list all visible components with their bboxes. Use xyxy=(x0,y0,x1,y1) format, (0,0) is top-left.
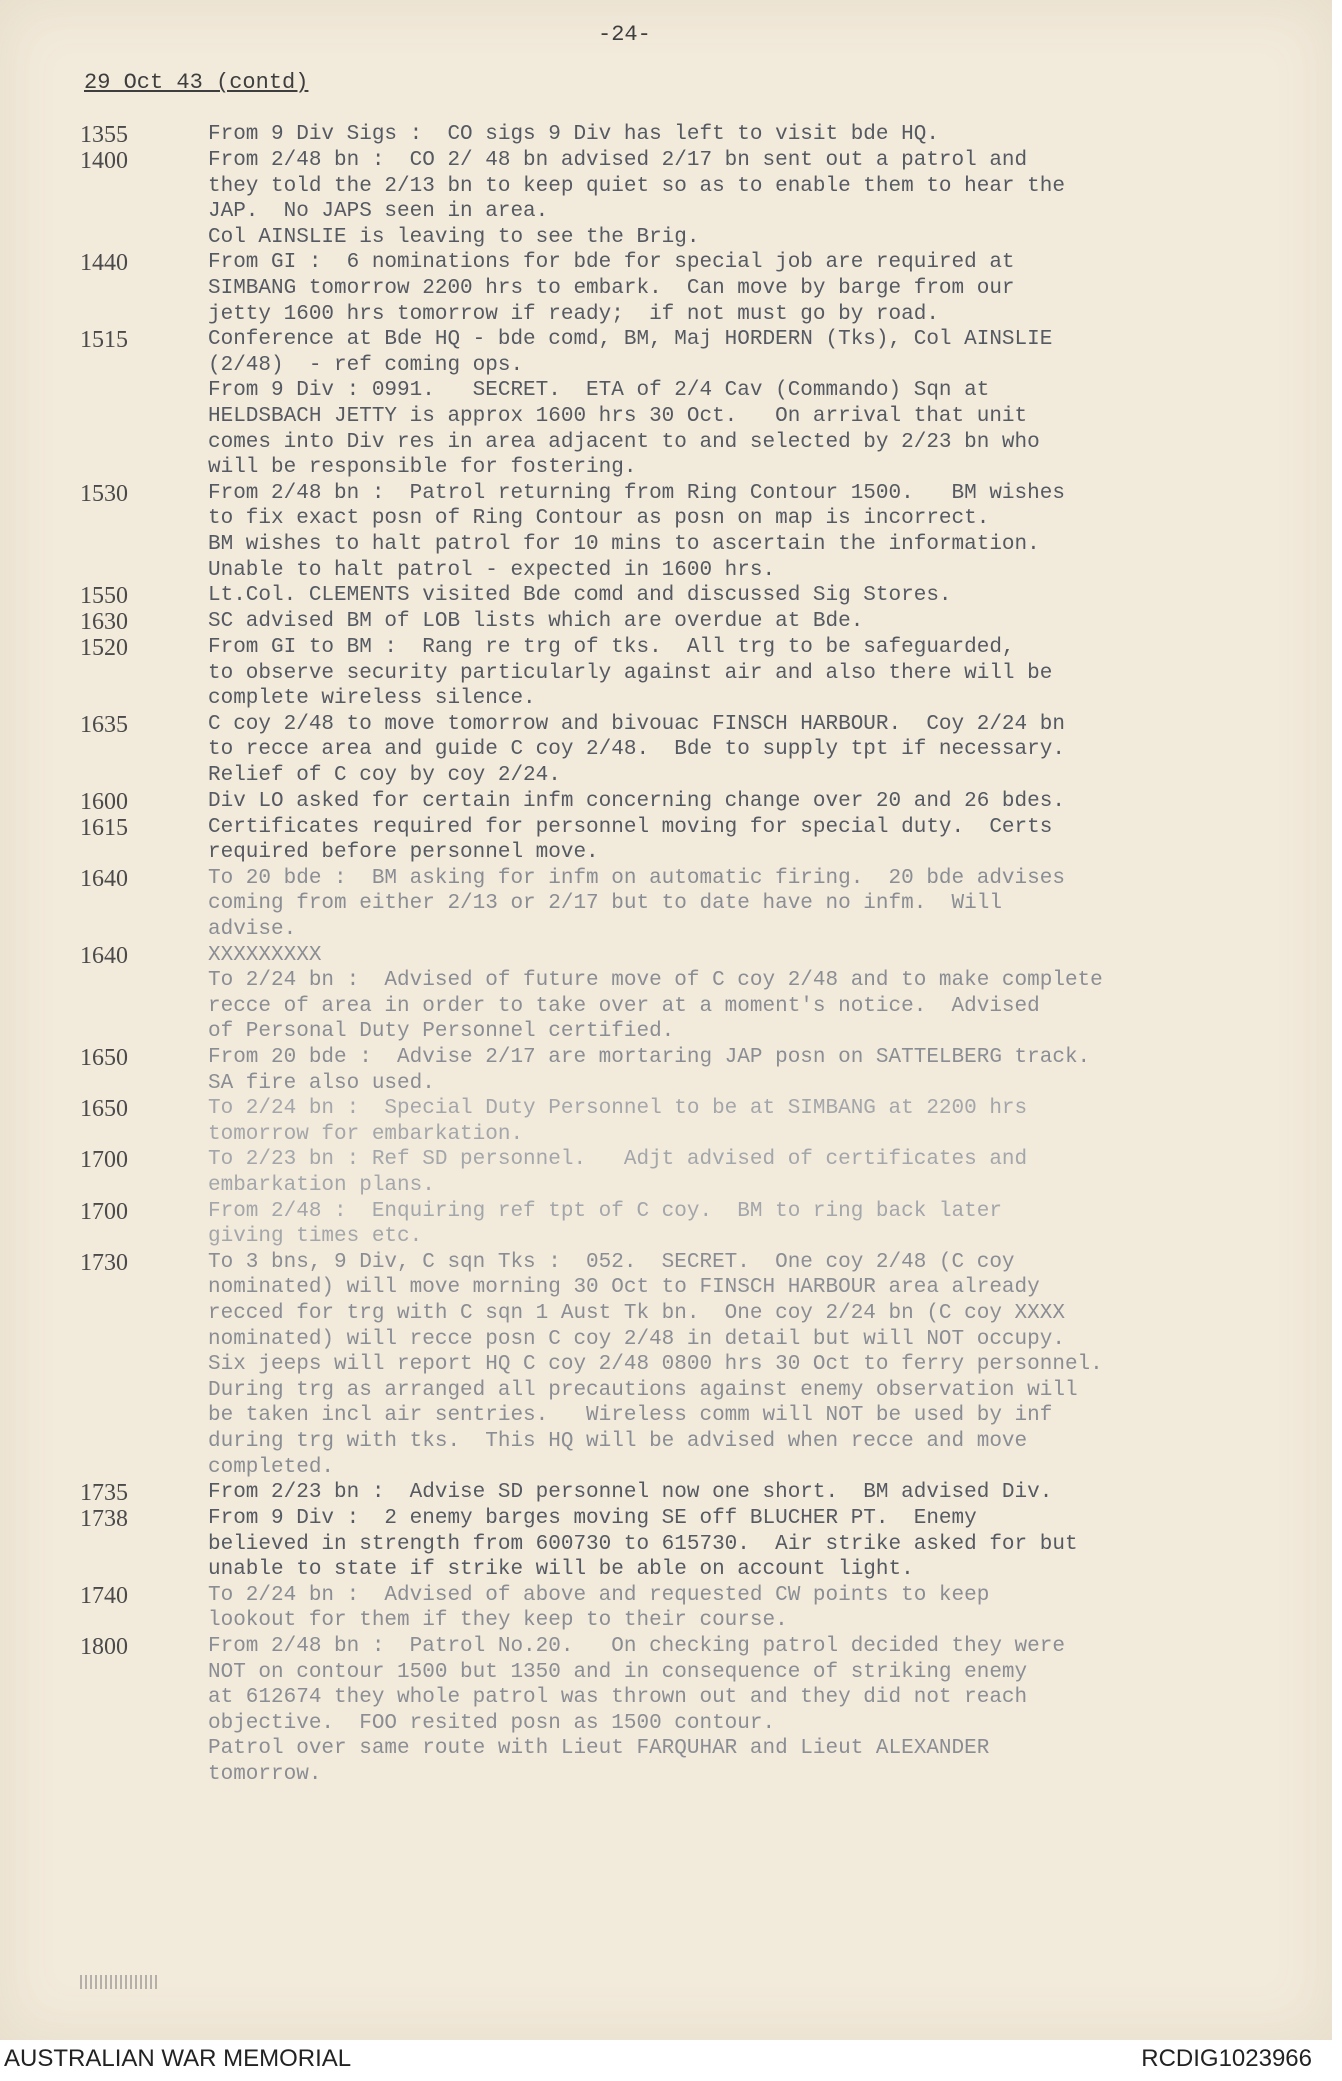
entry-text: From 2/48 bn : Patrol No.20. On checking patrol decided they were NOT on contour 1500 but 1350 and in consequence of striking enemy at 612674 they whole patrol was thrown out and they did not reach objective. FOO resited posn as 1500 contour. Patrol over same route with Lieut FARQUHAR and Lieut ALEXANDER tomorrow. xyxy=(208,1635,1065,1787)
diary-entry xyxy=(80,1506,1320,1583)
entry-time: 1730 xyxy=(80,1249,128,1276)
entry-text: From 2/48 bn : Patrol returning from Ring Contour 1500. BM wishes to fix exact posn of Ring Contour as posn on map is incorrect. BM wishes to halt patrol for 10 mins to ascertain the information. Unable to halt patrol - expected in 1600 hrs. xyxy=(208,481,1065,582)
entry-text: C coy 2/48 to move tomorrow and bivouac FINSCH HARBOUR. Coy 2/24 bn to recce area and guide C coy 2/48. Bde to supply tpt if necessary. Relief of C coy by coy 2/24. xyxy=(208,712,1065,788)
war-diary-entries xyxy=(80,122,1320,1788)
entry-time: 1550 xyxy=(80,583,128,610)
diary-entry xyxy=(80,1583,1320,1634)
diary-entry xyxy=(80,481,1320,583)
ink-smudge xyxy=(80,1975,160,1989)
page-number: -24- xyxy=(598,22,651,47)
entry-text: XXXXXXXXX To 2/24 bn : Advised of future move of C coy 2/48 and to make complete recce of area in order to take over at a moment's notice. Advised of Personal Duty Personnel certified. xyxy=(208,943,1103,1044)
entry-time: 1650 xyxy=(80,1096,128,1123)
diary-entry xyxy=(80,1199,1320,1250)
entry-time: 1530 xyxy=(80,480,128,507)
entry-time: 1700 xyxy=(80,1198,128,1225)
entry-time: 1800 xyxy=(80,1634,128,1661)
diary-entry xyxy=(80,789,1320,815)
entry-time: 1520 xyxy=(80,635,128,662)
entry-time: 1600 xyxy=(80,788,128,815)
entry-time: 1735 xyxy=(80,1480,128,1507)
entry-time: 1640 xyxy=(80,865,128,892)
entry-time: 1515 xyxy=(80,327,128,354)
entry-text: Conference at Bde HQ - bde comd, BM, Maj HORDERN (Tks), Col AINSLIE (2/48) - ref coming ops. From 9 Div : 0991. SECRET. ETA of 2/4 Cav (Commando) Sqn at HELDSBACH JETTY is approx 1600 hrs 30 Oct. On arrival that unit comes into Div res in area adjacent to and selected by 2/23 bn who will be responsible for fostering. xyxy=(208,328,1053,480)
entry-time: 1440 xyxy=(80,250,128,277)
entry-time: 1400 xyxy=(80,148,128,174)
entry-text: To 2/24 bn : Advised of above and requested CW points to keep lookout for them if they keep to their course. xyxy=(208,1583,990,1633)
entry-time: 1615 xyxy=(80,814,128,841)
archive-name: AUSTRALIAN WAR MEMORIAL xyxy=(4,2045,352,2072)
entry-time: 1635 xyxy=(80,711,128,738)
entry-time: 1738 xyxy=(80,1506,128,1533)
diary-entry xyxy=(80,609,1320,635)
entry-text: To 20 bde : BM asking for infm on automatic firing. 20 bde advises coming from either 2/13 or 2/17 but to date have no infm. Will advise. xyxy=(208,866,1065,942)
entry-text: To 2/23 bn : Ref SD personnel. Adjt advised of certificates and embarkation plans. xyxy=(208,1148,1028,1197)
diary-entry xyxy=(80,712,1320,789)
entry-text: Certificates required for personnel moving for special duty. Certs required before personnel move. xyxy=(208,815,1053,865)
diary-entry xyxy=(80,866,1320,943)
entry-text: Div LO asked for certain infm concerning change over 20 and 26 bdes. xyxy=(208,789,1065,813)
entry-time: 1630 xyxy=(80,609,128,636)
entry-time: 1700 xyxy=(80,1147,128,1174)
diary-entry xyxy=(80,122,1320,148)
diary-entry xyxy=(80,1480,1320,1506)
entry-text: From GI to BM : Rang re trg of tks. All trg to be safeguarded, to observe security particularly against air and also there will be complete wireless silence. xyxy=(208,636,1053,711)
entry-text: From 2/48 bn : CO 2/ 48 bn advised 2/17 bn sent out a patrol and they told the 2/13 bn to keep quiet so as to enable them to hear the JAP. No JAPS seen in area. Col AINSLIE is leaving to see the Brig. xyxy=(208,149,1065,249)
diary-entry xyxy=(80,635,1320,712)
entry-text: From 2/23 bn : Advise SD personnel now one short. BM advised Div. xyxy=(208,1481,1053,1505)
diary-entry xyxy=(80,250,1320,327)
diary-entry xyxy=(80,815,1320,866)
entry-time: 1740 xyxy=(80,1582,128,1609)
entry-text: From 9 Div Sigs : CO sigs 9 Div has left to visit bde HQ. xyxy=(208,123,939,146)
entry-text: From 2/48 : Enquiring ref tpt of C coy. BM to ring back later giving times etc. xyxy=(208,1199,1002,1249)
entry-text: From GI : 6 nominations for bde for special job are required at SIMBANG tomorrow 2200 hrs to embark. Can move by barge from our jetty 1600 hrs tomorrow if ready; if not must go by road. xyxy=(208,251,1015,326)
entry-text: To 3 bns, 9 Div, C sqn Tks : 052. SECRET. One coy 2/48 (C coy nominated) will move morning 30 Oct to FINSCH HARBOUR area already recced for trg with C sqn 1 Aust Tk bn. One coy 2/24 bn (C coy XXXX nominated) will recce posn C coy 2/48 in detail but will NOT occupy. Six jeeps will report HQ C coy 2/48 0800 hrs 30 Oct to ferry personnel. During trg as arranged all precautions against enemy observation will be taken incl air sentries. Wireless comm will NOT be used by inf during trg with tks. This HQ will be advised when recce and move completed. xyxy=(208,1250,1103,1479)
entry-text: From 9 Div : 2 enemy barges moving SE off BLUCHER PT. Enemy believed in strength from 600730 to 615730. Air strike asked for but unable to state if strike will be able on account light. xyxy=(208,1507,1078,1582)
diary-entry xyxy=(80,1634,1320,1788)
entry-time: 1355 xyxy=(80,122,128,148)
diary-entry xyxy=(80,1250,1320,1480)
entry-text: From 20 bde : Advise 2/17 are mortaring JAP posn on SATTELBERG track. SA fire also used. xyxy=(208,1046,1091,1095)
document-id: RCDIG1023966 xyxy=(1141,2045,1312,2072)
diary-entry xyxy=(80,148,1320,250)
entry-text: Lt.Col. CLEMENTS visited Bde comd and discussed Sig Stores. xyxy=(208,584,952,608)
entry-text: To 2/24 bn : Special Duty Personnel to be at SIMBANG at 2200 hrs tomorrow for embarkation. xyxy=(208,1097,1028,1146)
entry-time: 1640 xyxy=(80,942,128,969)
date-heading: 29 Oct 43 (contd) xyxy=(84,70,309,95)
diary-entry xyxy=(80,1147,1320,1198)
diary-entry xyxy=(80,943,1320,1045)
diary-entry xyxy=(80,583,1320,609)
diary-entry xyxy=(80,1045,1320,1096)
entry-time: 1650 xyxy=(80,1045,128,1071)
diary-entry xyxy=(80,1096,1320,1147)
diary-entry xyxy=(80,327,1320,481)
entry-text: SC advised BM of LOB lists which are overdue at Bde. xyxy=(208,610,864,634)
